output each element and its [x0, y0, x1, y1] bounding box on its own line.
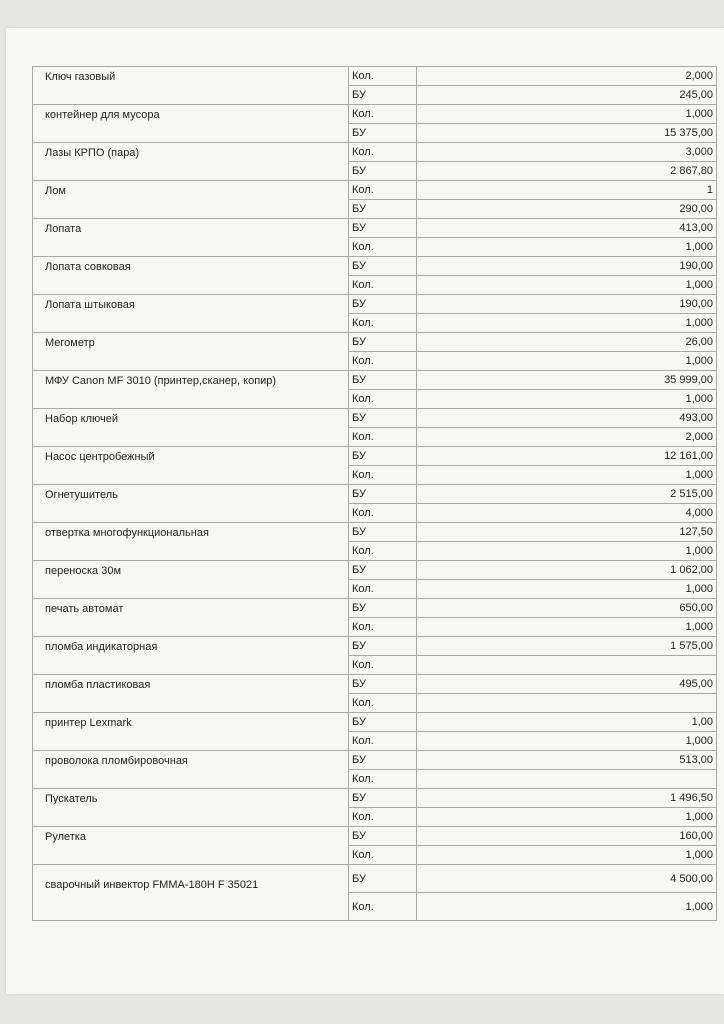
table-row [33, 561, 717, 580]
book-value-cell: 245,00 [417, 86, 717, 105]
quantity-value-cell: 2,000 [417, 67, 717, 86]
item-name-cell: Насос центробежный [33, 447, 349, 485]
bu-label-cell: БУ [349, 409, 417, 428]
book-value-cell: 2 867,80 [417, 162, 717, 181]
kol-label-cell: Кол. [349, 67, 417, 86]
bu-label-cell: БУ [349, 124, 417, 143]
quantity-value-cell [417, 656, 717, 675]
bu-label-cell: БУ [349, 295, 417, 314]
quantity-value-cell: 1,000 [417, 732, 717, 751]
item-name-cell: пломба индикаторная [33, 637, 349, 675]
kol-label-cell: Кол. [349, 143, 417, 162]
bu-label-cell: БУ [349, 447, 417, 466]
kol-label-cell: Кол. [349, 181, 417, 200]
kol-label-cell: Кол. [349, 618, 417, 637]
table-row [33, 485, 717, 504]
quantity-value-cell: 1,000 [417, 352, 717, 371]
kol-label-cell: Кол. [349, 276, 417, 295]
bu-label-cell: БУ [349, 599, 417, 618]
book-value-cell: 160,00 [417, 827, 717, 846]
book-value-cell: 290,00 [417, 200, 717, 219]
table-row [33, 409, 717, 428]
table-row [33, 333, 717, 352]
book-value-cell: 190,00 [417, 295, 717, 314]
kol-label-cell: Кол. [349, 893, 417, 921]
table-row [33, 371, 717, 390]
quantity-value-cell: 1 [417, 181, 717, 200]
book-value-cell: 15 375,00 [417, 124, 717, 143]
book-value-cell: 413,00 [417, 219, 717, 238]
table-row [33, 181, 717, 200]
book-value-cell: 2 515,00 [417, 485, 717, 504]
item-name-cell: Огнетушитель [33, 485, 349, 523]
item-name-cell: Лопата штыковая [33, 295, 349, 333]
item-name-cell: Мегометр [33, 333, 349, 371]
kol-label-cell: Кол. [349, 105, 417, 124]
book-value-cell: 493,00 [417, 409, 717, 428]
bu-label-cell: БУ [349, 200, 417, 219]
book-value-cell: 26,00 [417, 333, 717, 352]
quantity-value-cell: 3,000 [417, 143, 717, 162]
item-name-cell: переноска 30м [33, 561, 349, 599]
kol-label-cell: Кол. [349, 314, 417, 333]
bu-label-cell: БУ [349, 865, 417, 893]
bu-label-cell: БУ [349, 371, 417, 390]
table-row [33, 143, 717, 162]
kol-label-cell: Кол. [349, 694, 417, 713]
book-value-cell: 495,00 [417, 675, 717, 694]
book-value-cell: 1,00 [417, 713, 717, 732]
quantity-value-cell: 1,000 [417, 846, 717, 865]
quantity-value-cell: 1,000 [417, 466, 717, 485]
book-value-cell: 513,00 [417, 751, 717, 770]
bu-label-cell: БУ [349, 219, 417, 238]
item-name-cell: принтер Lexmark [33, 713, 349, 751]
item-name-cell: контейнер для мусора [33, 105, 349, 143]
bu-label-cell: БУ [349, 675, 417, 694]
kol-label-cell: Кол. [349, 238, 417, 257]
inventory-table-body [33, 67, 717, 921]
kol-label-cell: Кол. [349, 466, 417, 485]
book-value-cell: 190,00 [417, 257, 717, 276]
quantity-value-cell [417, 770, 717, 789]
item-name-cell: проволока пломбировочная [33, 751, 349, 789]
bu-label-cell: БУ [349, 751, 417, 770]
bu-label-cell: БУ [349, 523, 417, 542]
book-value-cell: 650,00 [417, 599, 717, 618]
kol-label-cell: Кол. [349, 542, 417, 561]
table-row [33, 219, 717, 238]
paper-sheet [6, 28, 724, 994]
quantity-value-cell: 1,000 [417, 314, 717, 333]
table-row [33, 789, 717, 808]
table-row [33, 257, 717, 276]
bu-label-cell: БУ [349, 827, 417, 846]
quantity-value-cell: 1,000 [417, 893, 717, 921]
table-row [33, 827, 717, 846]
bu-label-cell: БУ [349, 257, 417, 276]
quantity-value-cell: 1,000 [417, 580, 717, 599]
table-row [33, 295, 717, 314]
quantity-value-cell: 2,000 [417, 428, 717, 447]
table-row [33, 447, 717, 466]
item-name-cell: Ключ газовый [33, 67, 349, 105]
kol-label-cell: Кол. [349, 846, 417, 865]
book-value-cell: 4 500,00 [417, 865, 717, 893]
quantity-value-cell: 4,000 [417, 504, 717, 523]
item-name-cell: Лопата [33, 219, 349, 257]
item-name-cell: печать автомат [33, 599, 349, 637]
item-name-cell: Рулетка [33, 827, 349, 865]
table-row [33, 599, 717, 618]
book-value-cell: 12 161,00 [417, 447, 717, 466]
kol-label-cell: Кол. [349, 808, 417, 827]
quantity-value-cell [417, 694, 717, 713]
kol-label-cell: Кол. [349, 732, 417, 751]
bu-label-cell: БУ [349, 713, 417, 732]
kol-label-cell: Кол. [349, 770, 417, 789]
inventory-table [32, 66, 717, 921]
kol-label-cell: Кол. [349, 580, 417, 599]
bu-label-cell: БУ [349, 333, 417, 352]
bu-label-cell: БУ [349, 561, 417, 580]
book-value-cell: 1 496,50 [417, 789, 717, 808]
kol-label-cell: Кол. [349, 656, 417, 675]
item-name-cell: сварочный инвектор FMMA-180H F 35021 [33, 865, 349, 921]
bu-label-cell: БУ [349, 637, 417, 656]
table-row [33, 67, 717, 86]
item-name-cell: пломба пластиковая [33, 675, 349, 713]
table-row [33, 105, 717, 124]
quantity-value-cell: 1,000 [417, 238, 717, 257]
item-name-cell: Набор ключей [33, 409, 349, 447]
book-value-cell: 35 999,00 [417, 371, 717, 390]
item-name-cell: Лазы КРПО (пара) [33, 143, 349, 181]
quantity-value-cell: 1,000 [417, 105, 717, 124]
item-name-cell: отвертка многофункциональная [33, 523, 349, 561]
table-row [33, 713, 717, 732]
table-row [33, 675, 717, 694]
quantity-value-cell: 1,000 [417, 276, 717, 295]
table-row [33, 751, 717, 770]
quantity-value-cell: 1,000 [417, 808, 717, 827]
bu-label-cell: БУ [349, 86, 417, 105]
bu-label-cell: БУ [349, 485, 417, 504]
bu-label-cell: БУ [349, 789, 417, 808]
table-row [33, 523, 717, 542]
kol-label-cell: Кол. [349, 504, 417, 523]
book-value-cell: 1 062,00 [417, 561, 717, 580]
table-row [33, 865, 717, 893]
quantity-value-cell: 1,000 [417, 390, 717, 409]
table-row [33, 637, 717, 656]
item-name-cell: Лопата совковая [33, 257, 349, 295]
quantity-value-cell: 1,000 [417, 542, 717, 561]
kol-label-cell: Кол. [349, 428, 417, 447]
kol-label-cell: Кол. [349, 352, 417, 371]
item-name-cell: Лом [33, 181, 349, 219]
item-name-cell: МФУ Canon MF 3010 (принтер,сканер, копир) [33, 371, 349, 409]
quantity-value-cell: 1,000 [417, 618, 717, 637]
book-value-cell: 127,50 [417, 523, 717, 542]
book-value-cell: 1 575,00 [417, 637, 717, 656]
kol-label-cell: Кол. [349, 390, 417, 409]
bu-label-cell: БУ [349, 162, 417, 181]
item-name-cell: Пускатель [33, 789, 349, 827]
